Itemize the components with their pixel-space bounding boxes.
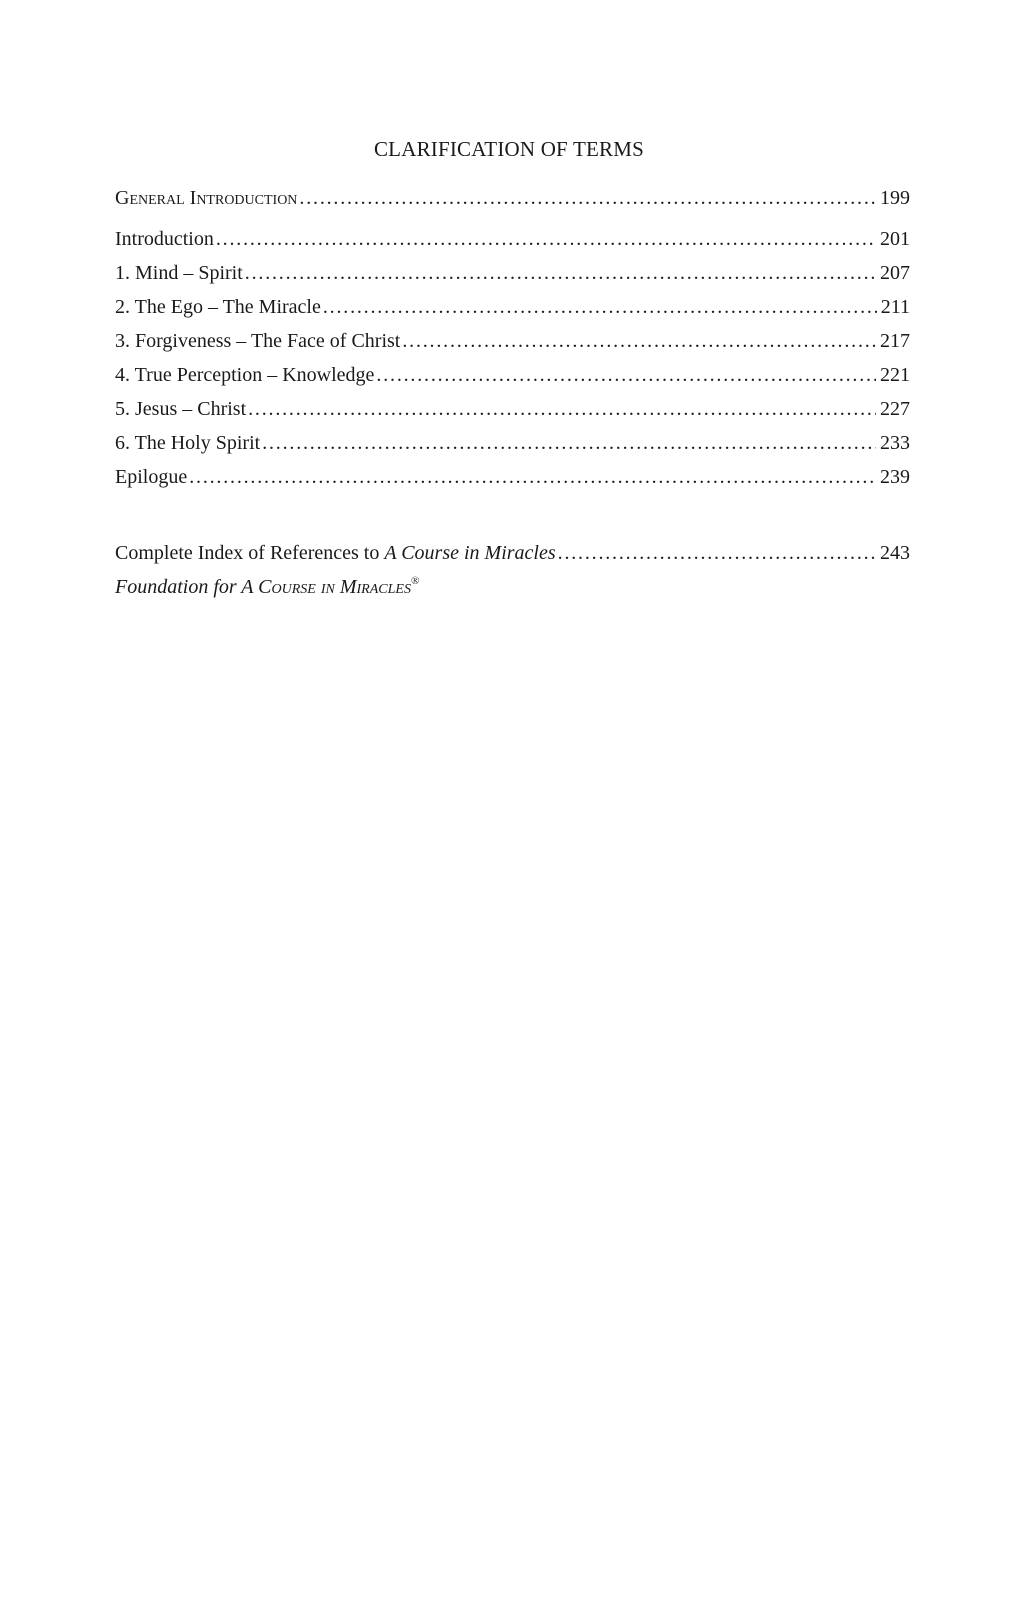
toc-entry[interactable] <box>115 460 910 494</box>
toc-entry[interactable] <box>115 256 910 290</box>
dot-leader <box>558 536 876 570</box>
toc-entry-label: General Introduction <box>115 187 298 209</box>
toc-entry-label: Introduction <box>115 228 214 250</box>
toc-entry[interactable] <box>115 290 910 324</box>
dot-leader <box>189 460 876 494</box>
toc-entry[interactable] <box>115 324 910 358</box>
spacer <box>115 215 910 222</box>
toc-page-number: 243 <box>880 542 910 564</box>
toc-entry[interactable] <box>115 222 910 256</box>
index-label-title: A Course in Miracles <box>384 542 556 564</box>
toc-entry-label: 6. The Holy Spirit <box>115 432 261 454</box>
toc-entry-label <box>115 536 558 570</box>
spacer <box>115 494 910 536</box>
toc-page-number: 211 <box>880 296 910 318</box>
foundation-prefix: Foundation for A <box>115 576 259 598</box>
toc-entry-label: 1. Mind – Spirit <box>115 262 243 284</box>
toc-entry-label: 2. The Ego – The Miracle <box>115 296 321 318</box>
toc-entry[interactable] <box>115 426 910 460</box>
dot-leader <box>323 290 877 324</box>
section-heading: CLARIFICATION OF TERMS <box>373 137 645 161</box>
dot-leader <box>245 256 876 290</box>
dot-leader <box>248 392 876 426</box>
registered-mark: ® <box>410 575 420 587</box>
toc-page-number: 201 <box>880 228 910 250</box>
toc-page-number: 199 <box>880 187 910 209</box>
toc-entry-index[interactable] <box>115 536 910 570</box>
foundation-entry[interactable] <box>115 570 910 604</box>
toc-page-number: 207 <box>880 262 910 284</box>
table-of-contents <box>115 181 910 604</box>
toc-entry-label: Epilogue <box>115 466 188 488</box>
dot-leader <box>299 181 876 215</box>
foundation-title: Course in Miracles <box>258 576 411 598</box>
dot-leader <box>402 324 876 358</box>
toc-page-number: 227 <box>880 398 910 420</box>
toc-entry-label: 5. Jesus – Christ <box>115 398 247 420</box>
dot-leader <box>216 222 876 256</box>
toc-entry-general-introduction[interactable] <box>115 181 910 215</box>
toc-page-number: 221 <box>880 364 910 386</box>
toc-page-number: 217 <box>880 330 910 352</box>
toc-page-number: 233 <box>880 432 910 454</box>
toc-entry-label: 4. True Perception – Knowledge <box>115 364 375 386</box>
toc-entry-label: 3. Forgiveness – The Face of Christ <box>115 330 401 352</box>
dot-leader <box>262 426 876 460</box>
toc-entry[interactable] <box>115 392 910 426</box>
toc-page-number: 239 <box>880 466 910 488</box>
toc-entry[interactable] <box>115 358 910 392</box>
index-label-prefix: Complete Index of References to <box>115 542 385 564</box>
dot-leader <box>376 358 876 392</box>
